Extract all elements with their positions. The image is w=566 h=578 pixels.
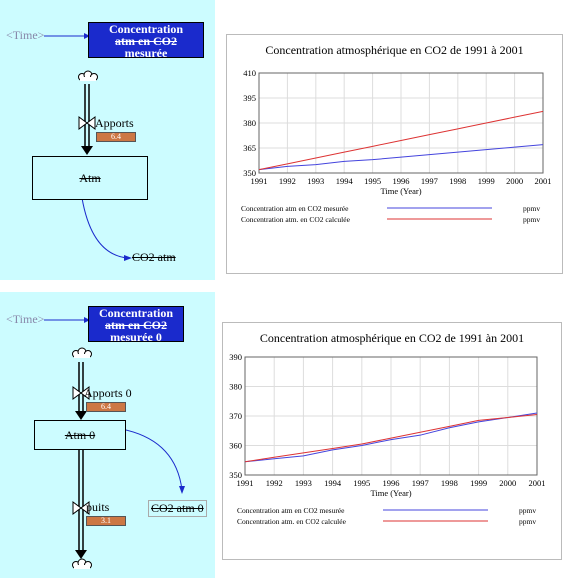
chart-svg [223, 323, 561, 559]
x-tick-label: 2000 [499, 478, 517, 488]
x-tick-label: 2000 [506, 176, 524, 186]
apports-flow-label[interactable]: Apports [95, 116, 134, 130]
legend-label: Concentration atm en CO2 mesurée [237, 506, 345, 515]
puits-flow-label[interactable]: puits [86, 500, 110, 514]
legend-unit: ppmv [523, 204, 541, 213]
y-tick-label: 350 [243, 168, 256, 178]
x-axis-label: Time (Year) [380, 186, 422, 196]
x-tick-label: 1998 [440, 478, 458, 488]
y-tick-label: 370 [229, 411, 242, 421]
x-tick-label: 1995 [364, 176, 382, 186]
x-tick-label: 1997 [420, 176, 438, 186]
x-tick-label: 1993 [307, 176, 325, 186]
co2-atm-variable[interactable]: CO2 atm [132, 250, 176, 264]
co2-chart-top [226, 34, 563, 274]
x-tick-label: 1994 [324, 478, 342, 488]
x-axis-label: Time (Year) [370, 488, 412, 498]
cloud-source-icon [79, 71, 98, 81]
legend-unit: ppmv [523, 215, 541, 224]
chart-svg [227, 35, 562, 273]
legend-label: Concentration atm en CO2 mesurée [241, 204, 349, 213]
x-tick-label: 1992 [265, 478, 283, 488]
cloud-source-icon [73, 348, 92, 358]
legend-unit: ppmv [519, 506, 537, 515]
apports-flow-label[interactable]: Apports 0 [84, 386, 132, 400]
concentration-variable[interactable]: Concentration atm en CO2 mesurée [88, 22, 204, 58]
x-tick-label: 1997 [411, 478, 429, 488]
x-tick-label: 1991 [250, 176, 268, 186]
x-tick-label: 1999 [477, 176, 495, 186]
y-tick-label: 395 [243, 93, 256, 103]
co2-chart-bottom [222, 322, 562, 560]
cloud-sink-icon [73, 559, 92, 569]
y-tick-label: 380 [243, 118, 256, 128]
x-tick-label: 2001 [534, 176, 552, 186]
concentration-variable[interactable]: Concentration atm en CO2 mesurée 0 [88, 306, 184, 342]
y-tick-label: 390 [229, 352, 242, 362]
x-tick-label: 1996 [392, 176, 410, 186]
y-tick-label: 410 [243, 68, 256, 78]
x-tick-label: 1995 [353, 478, 371, 488]
x-tick-label: 1998 [449, 176, 467, 186]
x-tick-label: 2001 [528, 478, 546, 488]
y-tick-label: 350 [229, 470, 242, 480]
x-tick-label: 1992 [278, 176, 296, 186]
x-tick-label: 1993 [294, 478, 312, 488]
atm-stock[interactable]: Atm [32, 156, 148, 200]
time-shadow-variable[interactable]: <Time> [6, 28, 45, 42]
apports-slider[interactable]: 6.4 [96, 132, 136, 142]
atm-stock[interactable]: Atm 0 [34, 420, 126, 450]
legend-label: Concentration atm. en CO2 calculée [241, 215, 350, 224]
model-diagram-top [0, 0, 215, 280]
co2-atm-variable[interactable]: CO2 atm 0 [148, 500, 207, 517]
x-tick-label: 1991 [236, 478, 254, 488]
x-tick-label: 1994 [335, 176, 353, 186]
y-tick-label: 360 [229, 440, 242, 451]
model-diagram-bottom [0, 292, 215, 578]
y-tick-label: 365 [243, 143, 256, 153]
chart-title: Concentration atmosphérique en CO2 de 1991 àn 2001 [259, 331, 525, 345]
legend-label: Concentration atm. en CO2 calculée [237, 517, 346, 526]
chart-title: Concentration atmosphérique en CO2 de 1991 à 2001 [265, 43, 524, 57]
puits-slider[interactable]: 3.1 [86, 516, 126, 526]
x-tick-label: 1996 [382, 478, 400, 488]
valve-icon [79, 117, 95, 129]
legend-unit: ppmv [519, 517, 537, 526]
time-shadow-variable[interactable]: <Time> [6, 312, 45, 326]
y-tick-label: 380 [229, 381, 242, 392]
x-tick-label: 1999 [470, 478, 488, 488]
apports-slider[interactable]: 6.4 [86, 402, 126, 412]
